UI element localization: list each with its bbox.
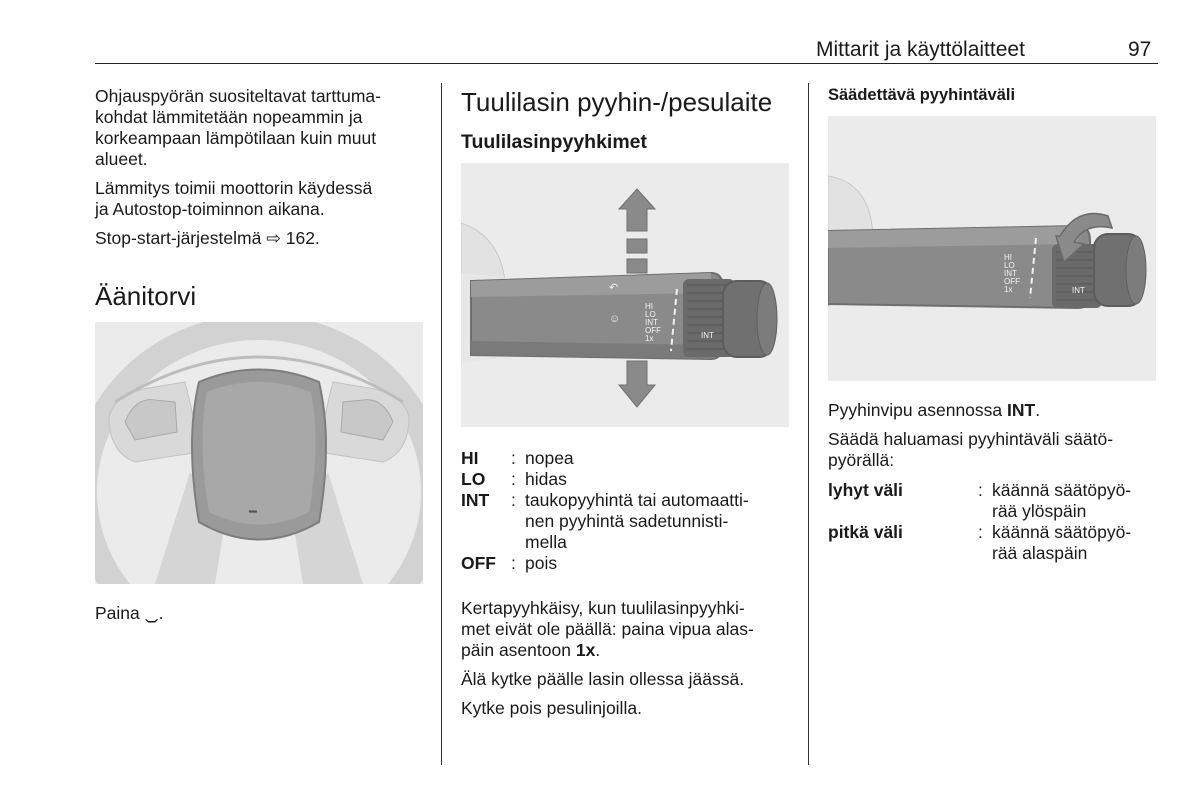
adjust-interval-paragraph: Säädä haluamasi pyyhintäväli säätö- pyörällä: [828,429,1114,470]
page-reference-icon: ⇨ [266,228,281,248]
heating-paragraph: Ohjauspyörän suositeltavat tarttuma- kohdat lämmitetään nopeammin ja korkeampaan lämpötilaan kuin muut alueet. [95,86,381,169]
header-rule [95,63,1158,64]
running-header-title: Mittarit ja käyttölaitteet [816,38,1025,61]
wash-symbol-icon: ↶ [609,282,619,294]
lever-ring-label: INT [1072,286,1085,295]
lever-position-labels: HI LO INT OFF 1x [1004,253,1020,294]
column-1-text [95,86,430,249]
ice-warning-paragraph: Älä kytke päälle lasin ollessa jäässä. [461,669,745,689]
stop-start-reference: Stop-start-järjestelmä ⇨ 162. [95,228,320,248]
wiper-lever-figure [461,163,789,427]
setting-row: lyhyt väli : käännä säätöpyö- rää ylöspäin [828,480,1132,521]
column-divider-1 [441,83,442,765]
lever-int-paragraph: Pyyhinvipu asennossa INT. [828,400,1041,420]
definition-row: LO : hidas [461,469,567,489]
interval-lever-illustration [828,116,1156,381]
horn-symbol-icon: ⏡ [144,603,159,623]
column-divider-2 [808,83,809,765]
definition-row: OFF : pois [461,553,558,573]
autostop-paragraph: Lämmitys toimii moottorin käydessä ja Autostop-toiminnon aikana. [95,178,373,219]
car-wash-paragraph: Kytke pois pesulinjoilla. [461,698,642,718]
horn-caption: Paina ⏡. [95,603,164,623]
lever-ring-label: INT [701,331,714,340]
definition-row: HI : nopea [461,448,574,468]
steering-wheel-illustration [95,322,423,584]
wiper-lever-illustration [461,163,789,427]
column-2-text [461,598,796,719]
adjustable-interval-heading: Säädettävä pyyhintäväli [828,86,1016,104]
horn-heading: Äänitorvi [95,281,197,311]
interval-settings-list [828,480,1162,564]
wiper-positions-list [461,448,795,574]
wiper-washer-heading: Tuulilasin pyyhin-/pesulaite [461,87,773,117]
windscreen-wipers-subheading: Tuulilasinpyyhkimet [461,131,648,153]
page-number: 97 [1128,38,1152,61]
setting-row: pitkä väli : käännä säätöpyö- rää alaspäin [828,522,1132,563]
interval-lever-figure [828,116,1156,381]
single-wipe-paragraph: Kertapyyhkäisy, kun tuulilasinpyyhki- met eivät ole päällä: paina vipua alas- päin asentoon 1x. [461,598,754,660]
steering-wheel-figure [95,322,423,584]
column-3-text [828,400,1158,471]
wiper-symbol-icon: ☺ [609,313,621,325]
definition-row: INT : taukopyyhintä tai automaatti- nen pyyhintä sadetunnisti- mella [461,490,749,552]
lever-position-labels: HI LO INT OFF 1x [645,302,661,343]
horn-icon: ━ [249,504,257,519]
